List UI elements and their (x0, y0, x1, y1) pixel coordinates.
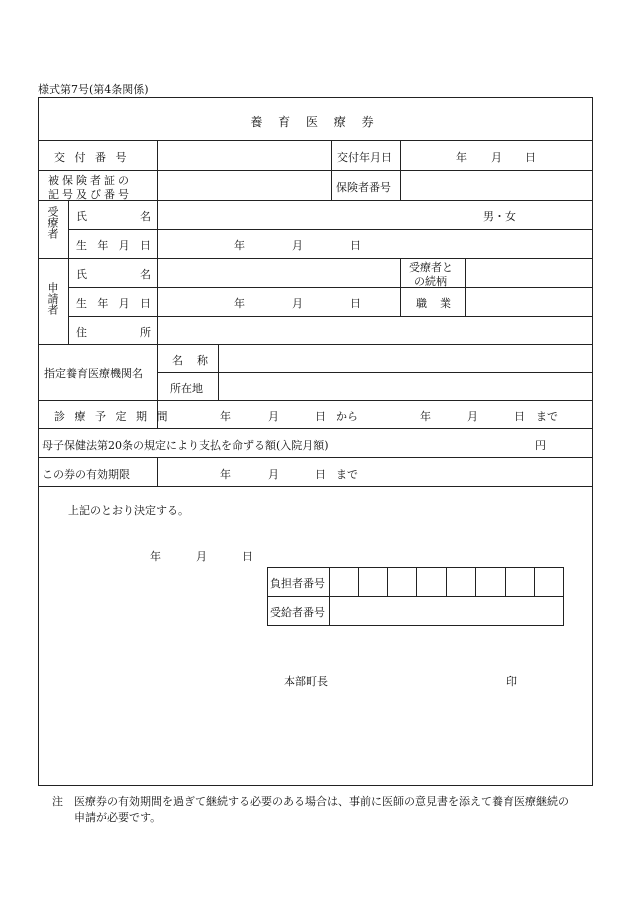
vrule-mid-col (331, 140, 332, 200)
applicant-name-label: 氏 名 (76, 268, 151, 281)
note-line-1: 医療券の有効期間を過ぎて継続する必要のある場合は、事前に医師の意見書を添えて養育医療継続の (74, 795, 569, 808)
period-day-2: 日 (514, 410, 525, 423)
period-year: 年 (220, 410, 231, 423)
rule-applicant-2 (68, 316, 593, 317)
applicant-birth-label: 生 年 月 日 (76, 297, 151, 310)
patient-birth-month: 月 (292, 239, 303, 252)
validity-label: この券の有効期限 (42, 468, 130, 481)
patient-sex: 男・女 (483, 210, 516, 223)
payer-digit-sep-7 (534, 567, 535, 596)
institution-label: 指定養育医療機関名 (44, 367, 143, 380)
vrule-inst-b (218, 344, 219, 400)
validity-month: 月 (268, 468, 279, 481)
validity-until: まで (336, 468, 358, 481)
issue-day: 日 (525, 151, 536, 164)
applicant-birth-day: 日 (350, 297, 361, 310)
form-number: 様式第7号(第4条関係) (38, 83, 149, 96)
period-month-2: 月 (467, 410, 478, 423)
issue-month: 月 (491, 151, 502, 164)
applicant-group-label: 申請者 (46, 282, 59, 315)
vrule-right-col (400, 140, 401, 200)
rule-institution-mid (157, 372, 593, 373)
applicant-birth-month: 月 (292, 297, 303, 310)
payer-digit-sep-5 (475, 567, 476, 596)
issue-number-label: 交 付 番 号 (54, 151, 130, 164)
recipient-number-label: 受給者番号 (270, 606, 325, 619)
note-mark: 注 (52, 795, 63, 808)
payer-digit-sep-1 (358, 567, 359, 596)
applicant-birth-year: 年 (234, 297, 245, 310)
patient-birth-label: 生 年 月 日 (76, 239, 151, 252)
rule-applicant-1 (68, 287, 593, 288)
note-line-2: 申請が必要です。 (74, 811, 162, 824)
vrule-applicant-b (465, 258, 466, 316)
relation-label-1: 受療者と (409, 261, 453, 274)
patient-name-label: 氏 名 (76, 210, 151, 223)
institution-name-label: 名 称 (172, 354, 208, 367)
rule-title (38, 140, 593, 141)
validity-day: 日 (315, 468, 326, 481)
period-year-2: 年 (420, 410, 431, 423)
insured-label-1: 被保険者証の (48, 174, 132, 187)
payer-digit-sep-6 (505, 567, 506, 596)
issue-date-label: 交付年月日 (337, 151, 392, 164)
rule-period (38, 428, 593, 429)
number-table-mid (267, 596, 564, 597)
patient-birth-day: 日 (350, 239, 361, 252)
rule-patient-mid (68, 229, 593, 230)
rule-applicant (38, 344, 593, 345)
period-until: まで (536, 410, 558, 423)
decision-day: 日 (242, 550, 253, 563)
payer-digit-sep-4 (446, 567, 447, 596)
mayor-title: 本部町長 (284, 675, 328, 688)
payer-digit-sep-2 (387, 567, 388, 596)
payer-number-label: 負担者番号 (270, 577, 325, 590)
rule-validity (38, 486, 593, 487)
payer-digit-sep-3 (416, 567, 417, 596)
vrule-field-col (157, 200, 158, 344)
patient-birth-year: 年 (234, 239, 245, 252)
rule-issue (38, 170, 593, 171)
rule-patient (38, 258, 593, 259)
vrule-label-col (157, 140, 158, 200)
period-month: 月 (268, 410, 279, 423)
vrule-applicant-a (400, 258, 401, 316)
relation-label-2: の続柄 (414, 275, 447, 288)
rule-institution (38, 400, 593, 401)
decision-text: 上記のとおり決定する。 (68, 504, 189, 517)
decision-year: 年 (150, 550, 161, 563)
vrule-validity (157, 457, 158, 486)
issue-year: 年 (456, 151, 467, 164)
vrule-group-col (68, 200, 69, 344)
period-from: から (336, 410, 358, 423)
institution-location-label: 所在地 (170, 382, 203, 395)
decision-month: 月 (196, 550, 207, 563)
validity-year: 年 (220, 468, 231, 481)
address-label: 住 所 (76, 326, 151, 339)
number-table-label-col (329, 567, 330, 626)
period-label: 診 療 予 定 期 間 (54, 410, 171, 423)
insured-label-2: 記号及び番号 (48, 188, 132, 201)
patient-group-label: 受療者 (46, 206, 59, 239)
job-label: 職 業 (416, 297, 451, 310)
payment-label: 母子保健法第20条の規定により支払を命ずる額(入院月額) (42, 439, 329, 452)
rule-payment (38, 457, 593, 458)
insurer-label: 保険者番号 (336, 181, 391, 194)
payment-unit: 円 (535, 439, 546, 452)
period-day: 日 (315, 410, 326, 423)
vrule-inst-a (157, 344, 158, 400)
form-title: 養 育 医 療 券 (250, 115, 380, 129)
seal-mark: 印 (506, 675, 517, 688)
